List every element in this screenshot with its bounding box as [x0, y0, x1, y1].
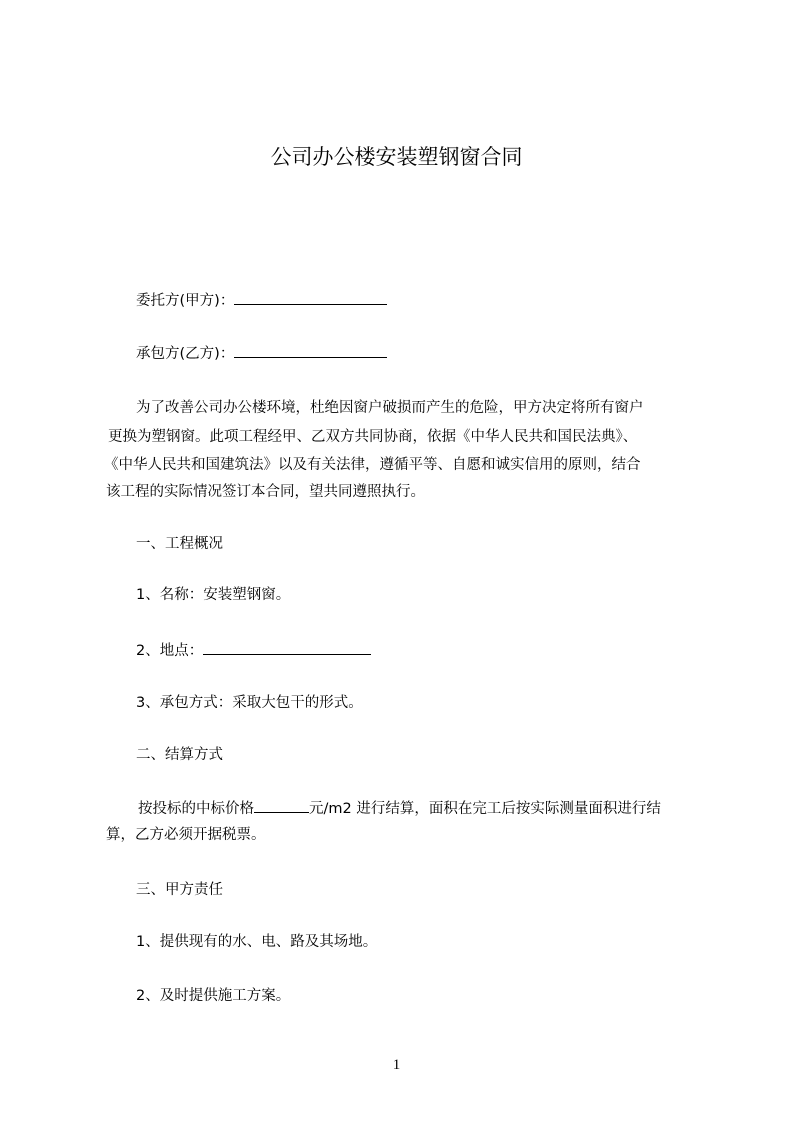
- party-b-line: [136, 343, 387, 364]
- item-1-2-label: 2、地点：: [136, 643, 204, 659]
- section-1-heading: 一、工程概况: [136, 536, 223, 552]
- intro-line-3: 《中华人民共和国建筑法》以及有关法律，遵循平等、自愿和诚实信用的原则，结合: [104, 457, 641, 473]
- settlement-line-2: 算，乙方必须开据税票。: [106, 827, 266, 843]
- party-a-label: 委托方(甲方)：: [136, 293, 235, 309]
- party-b-blank: [234, 343, 387, 358]
- settlement-prefix: 按投标的中标价格: [138, 801, 254, 817]
- item-1-2-line: [136, 640, 371, 661]
- intro-line-1: 为了改善公司办公楼环境，杜绝因窗户破损而产生的危险，甲方决定将所有窗户: [136, 400, 644, 416]
- item-3-2: 2、及时提供施工方案。: [136, 988, 291, 1004]
- item-1-1: 1、名称：安装塑钢窗。: [136, 587, 291, 603]
- party-b-label: 承包方(乙方)：: [136, 346, 235, 362]
- document-title: 公司办公楼安装塑钢窗合同: [270, 145, 523, 169]
- section-3-heading: 三、甲方责任: [136, 882, 223, 898]
- party-a-blank: [234, 290, 387, 305]
- intro-line-2: 更换为塑钢窗。此项工程经甲、乙双方共同协商，依据《中华人民共和国民法典》、: [108, 429, 638, 445]
- section-2-heading: 二、结算方式: [136, 747, 223, 763]
- party-a-line: [136, 290, 387, 311]
- item-3-1: 1、提供现有的水、电、路及其场地。: [136, 934, 378, 950]
- page-number: 1: [392, 1057, 401, 1073]
- location-blank: [203, 640, 371, 655]
- settlement-line-1: [138, 798, 661, 819]
- price-blank: [254, 798, 309, 813]
- item-1-3: 3、承包方式：采取大包干的形式。: [136, 695, 363, 711]
- intro-line-4: 该工程的实际情况签订本合同，望共同遵照执行。: [106, 484, 425, 500]
- settlement-suffix: 元/m2 进行结算，面积在完工后按实际测量面积进行结: [309, 801, 661, 817]
